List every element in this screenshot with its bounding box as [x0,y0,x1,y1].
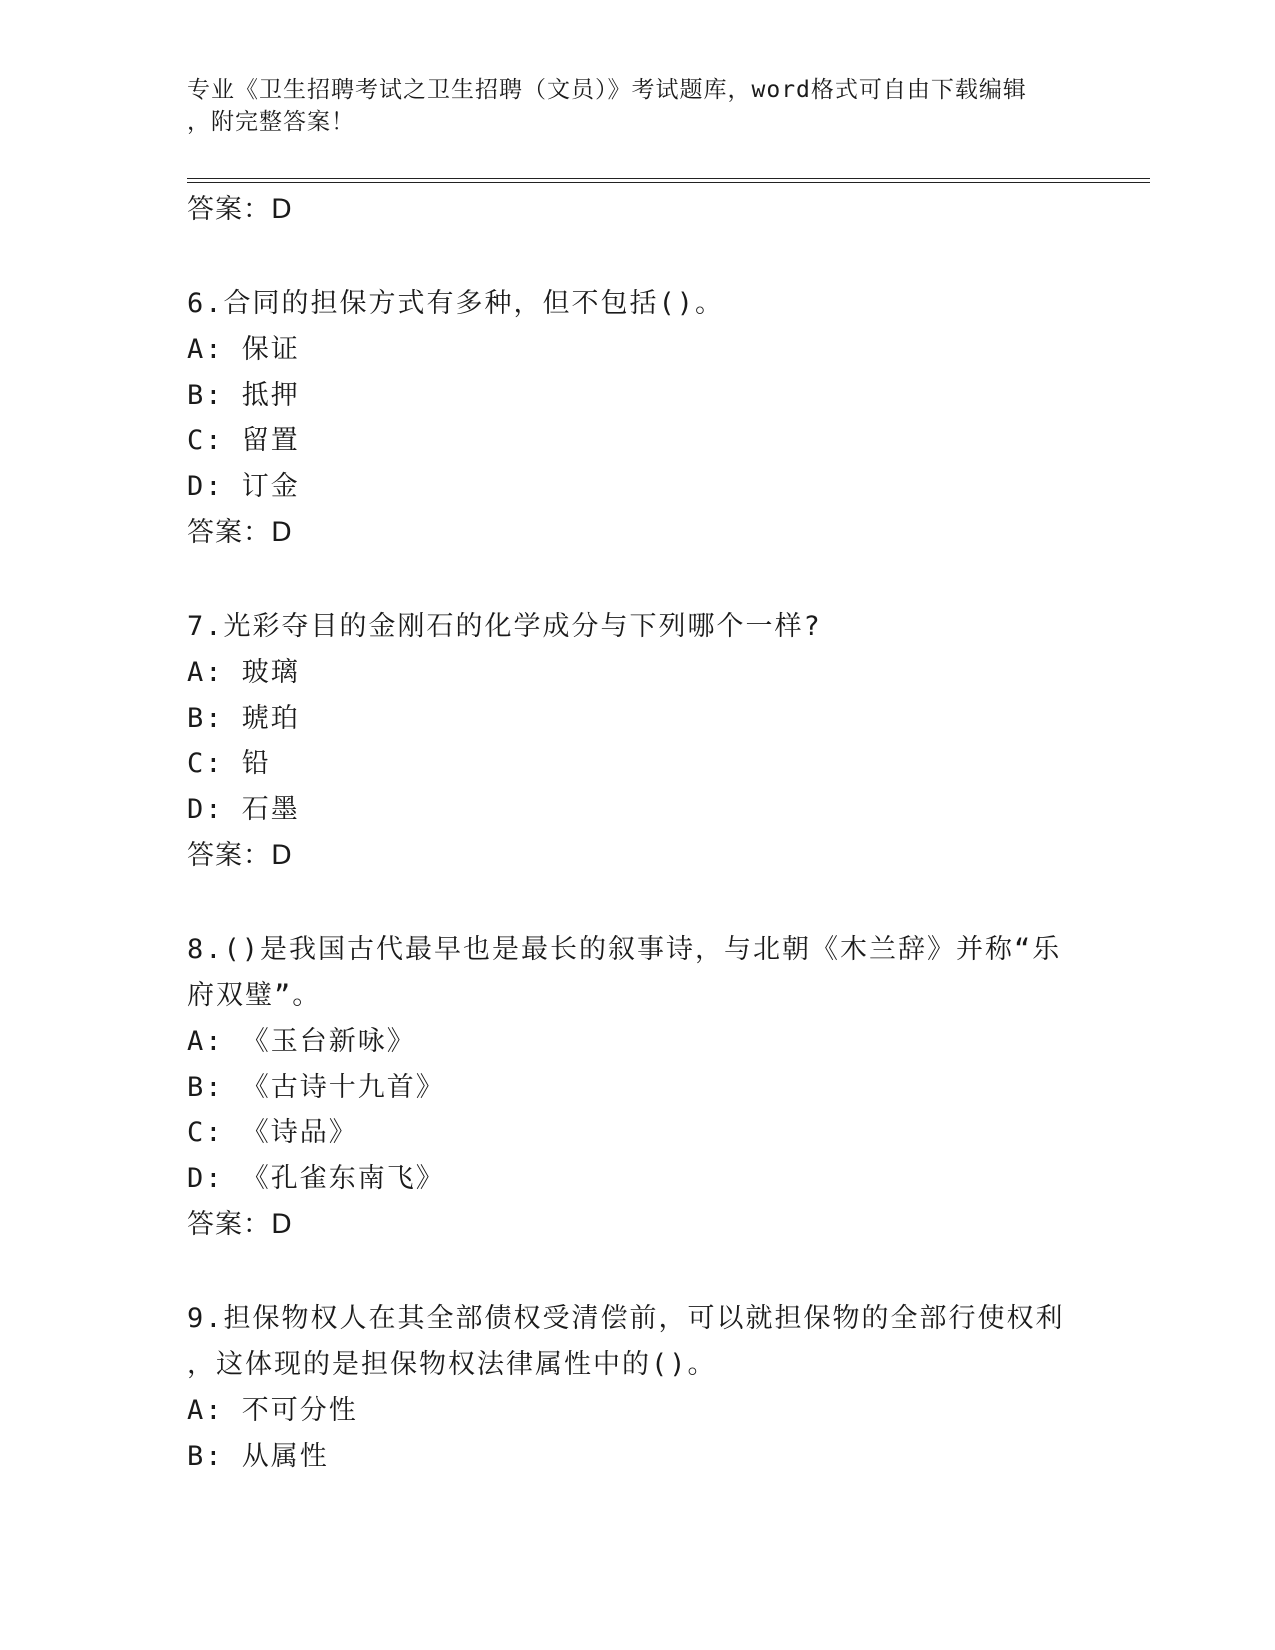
answer-line: 答案：D [187,194,293,225]
option-a: A: 不可分性 [187,1395,358,1426]
option-a: A: 保证 [187,334,300,365]
option-c: C: 铅 [187,748,271,779]
question-9 [187,1296,1087,1479]
question-text [187,604,1087,650]
option-d: D: 石墨 [187,793,300,825]
header-divider-top [187,178,1150,179]
document-header [187,74,1067,138]
question-line: 7.光彩夺目的金刚石的化学成分与下列哪个一样? [187,611,822,642]
header-line: ，附完整答案！ [187,109,355,135]
option-b: B: 抵押 [187,379,300,411]
option-b: B: 《古诗十九首》 [187,1071,445,1103]
option-d: D: 《孔雀东南飞》 [187,1162,445,1194]
option-a: A: 《玉台新咏》 [187,1026,416,1057]
option-b: B: 琥珀 [187,702,300,734]
question-8 [187,927,1087,1245]
answer-line: 答案：D [187,1209,293,1240]
question-line: ，这体现的是担保物权法律属性中的()。 [187,1349,717,1380]
question-line: 9.担保物权人在其全部债权受清偿前，可以就担保物的全部行使权利 [187,1303,1065,1334]
option-a: A: 玻璃 [187,657,300,688]
question-text [187,281,1087,327]
question-list [187,190,1087,1479]
answer-line: 答案：D [187,517,293,548]
question-7 [187,604,1087,876]
question-line: 府双璧”。 [187,980,322,1011]
question-text [187,927,1087,1019]
header-line: 专业《卫生招聘考试之卫生招聘（文员）》考试题库，word格式可自由下载编辑 [187,77,1027,103]
question-line: 6.合同的担保方式有多种，但不包括()。 [187,288,725,319]
option-b: B: 从属性 [187,1440,329,1472]
option-c: C: 《诗品》 [187,1117,358,1148]
header-divider-bottom [187,182,1150,183]
question-text [187,1296,1087,1388]
question-line: 8.()是我国古代最早也是最长的叙事诗，与北朝《木兰辞》并称“乐 [187,934,1062,965]
option-c: C: 留置 [187,425,300,456]
answer-line: 答案：D [187,840,293,871]
question-6 [187,281,1087,553]
option-d: D: 订金 [187,470,300,502]
